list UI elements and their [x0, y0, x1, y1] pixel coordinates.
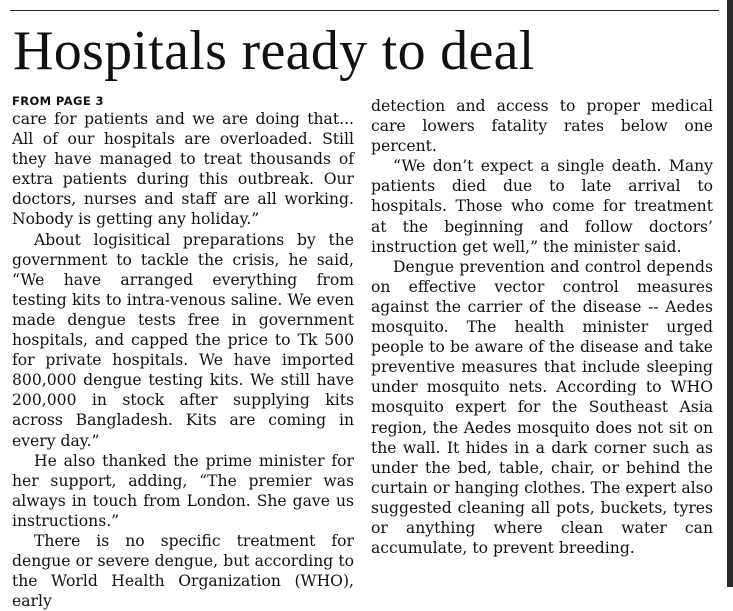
paragraph: About logisitical preparations by the government to tackle the crisis, he said, “We have arranged everything from testing kits to intra-venous saline. We even made dengue tests free in government hospitals, and capped the price to Tk 500 for private hospitals. We have imported 800,000 dengue testing kits. We still have 200,000 in stock after supplying kits across Bangladesh. Kits are coming in every day.”	[12, 230, 354, 450]
headline: Hospitals ready to deal	[13, 20, 535, 82]
paragraph: detection and access to proper medical care lowers fatality rates below one percent.	[371, 97, 713, 156]
paragraph: care for patients and we are doing that... All of our hospitals are overloaded. Still they have managed to treat thousands of extra patients during this outbreak. Our doctors, nurses and staff are all working. Nobody is getting any holiday.”	[12, 110, 354, 229]
paragraph: “We don’t expect a single death. Many patients died due to late arrival to hospitals. Those who come for treatment at the beginning and follow doctors’ instruction get well,” the minister said.	[371, 157, 713, 256]
paragraph: There is no specific treatment for dengue or severe dengue, but according to the World Health Organization (WHO), early	[12, 531, 354, 611]
jump-label: FROM PAGE 3	[12, 94, 104, 108]
right-column	[371, 96, 713, 558]
left-column	[12, 94, 354, 611]
page-edge-shadow	[727, 0, 733, 587]
top-rule	[10, 10, 719, 11]
paragraph: Dengue prevention and control depends on effective vector control measures against the carrier of the disease -- Aedes mosquito. The health minister urged people to be aware of the disease and take preventive measures that include sleeping under mosquito nets. According to WHO mosquito expert for the Southeast Asia region, the Aedes mosquito does not sit on the wall. It hides in a dark corner such as under the bed, table, chair, or behind the curtain or hanging clothes. The expert also suggested cleaning all pots, buckets, tyres or anything where clean water can accumulate, to prevent breeding.	[371, 257, 713, 558]
paragraph: He also thanked the prime minister for her support, adding, “The premier was always in touch from London. She gave us instructions.”	[12, 451, 354, 530]
